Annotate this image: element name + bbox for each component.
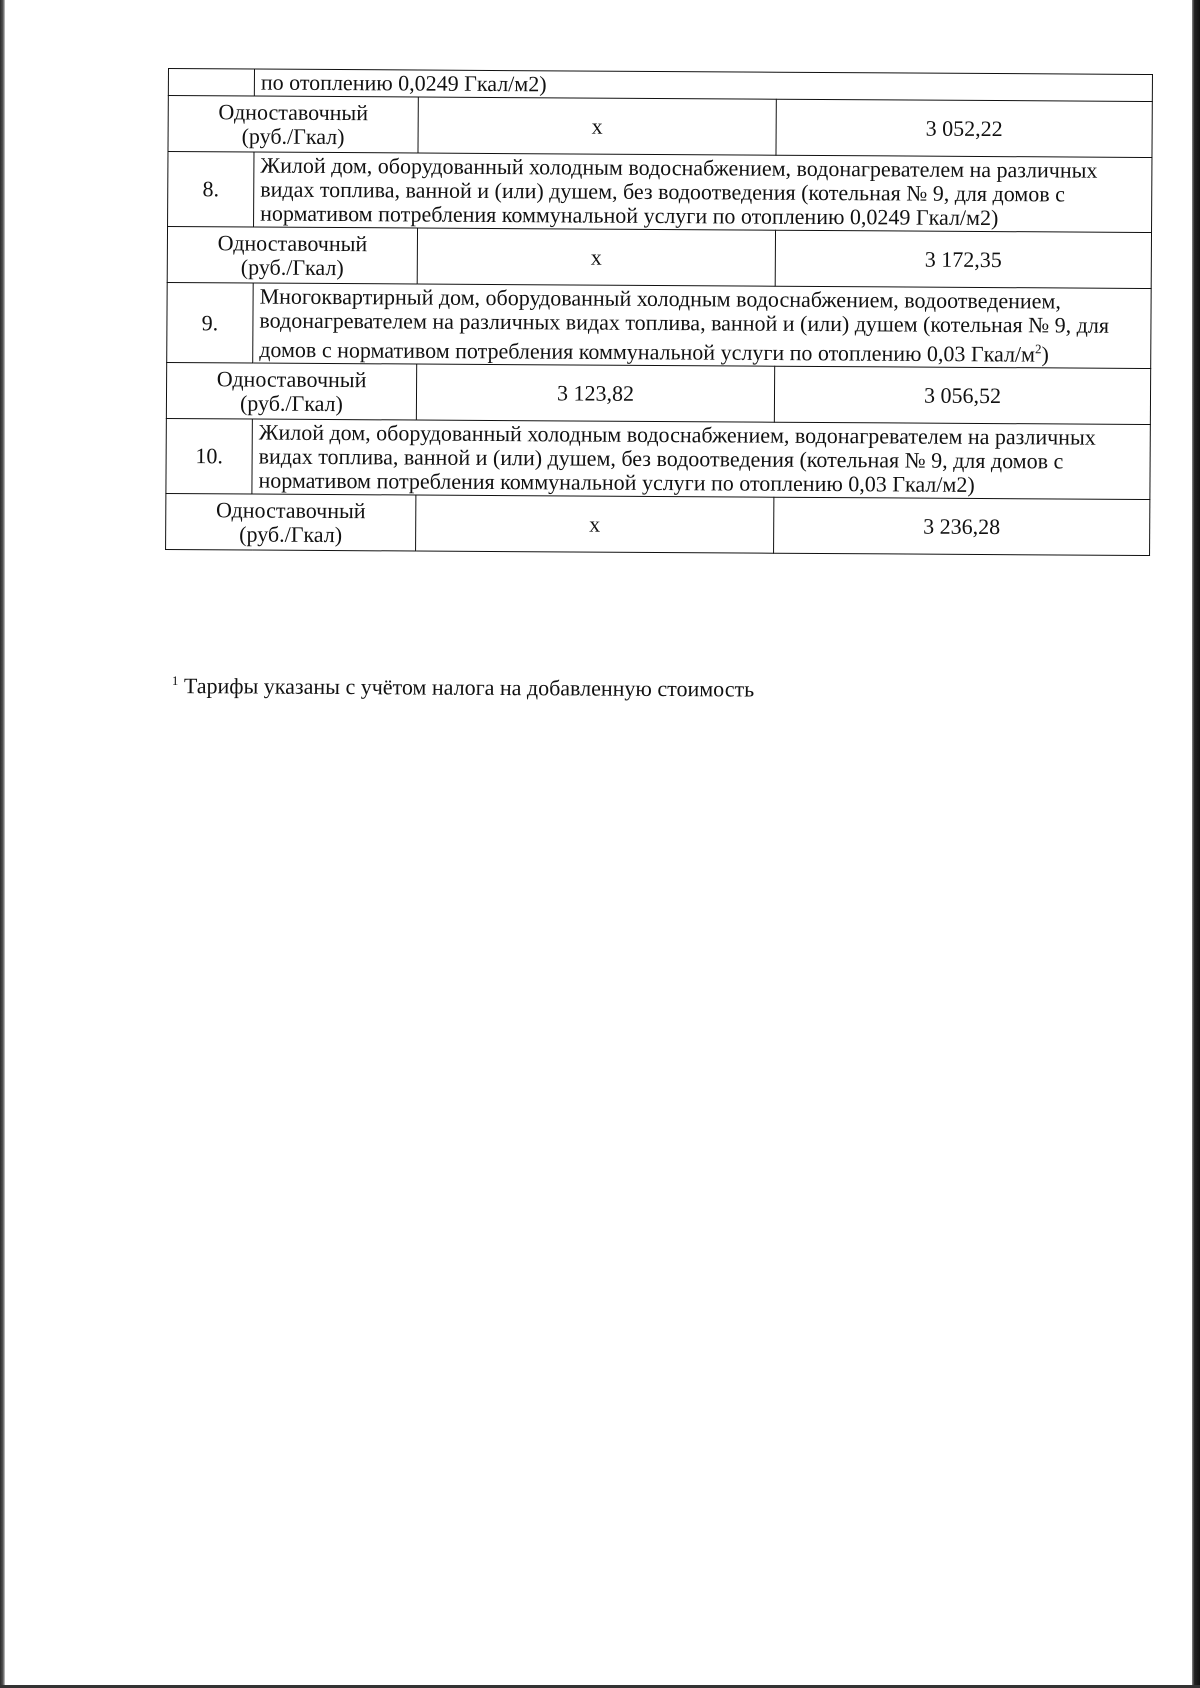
table-row-rate	[166, 363, 1150, 425]
rate-label	[167, 227, 417, 285]
rate-label-line1: Одноставочный	[217, 229, 368, 256]
table-row-10	[166, 419, 1150, 500]
rate-value-1: х	[417, 228, 775, 286]
rate-value-2: 3 052,22	[776, 99, 1152, 157]
row-number	[168, 69, 254, 97]
rate-value-2: 3 056,52	[774, 367, 1150, 425]
row-description	[253, 283, 1151, 369]
rate-label-line2: (руб./Гкал)	[241, 122, 345, 149]
row-number: 8.	[168, 152, 254, 228]
row-description-end: )	[1041, 341, 1049, 367]
table-row-8	[168, 152, 1152, 233]
rate-label-line2: (руб./Гкал)	[239, 390, 343, 416]
rate-label-line1: Одноставочный	[218, 98, 369, 125]
rate-value-1: х	[416, 495, 774, 553]
rate-label-line2: (руб./Гкал)	[240, 253, 344, 280]
rate-value-2: 3 172,35	[775, 230, 1151, 288]
row-description-superscript: 2	[1035, 341, 1042, 357]
rate-label	[166, 494, 416, 552]
tariff-table	[165, 68, 1153, 556]
row-number: 9.	[167, 282, 253, 363]
rate-label-line1: Одноставочный	[215, 497, 366, 524]
rate-label-line1: Одноставочный	[216, 366, 367, 393]
footnote	[172, 668, 754, 703]
scan-edge-right	[1192, 0, 1200, 1688]
row-description-main: Многоквартирный дом, оборудованный холодным водоснабжением, водоотведением, водонагревателем на различных видах топлива, ванной и (или) душем (котельная № 9, для домов с нормативом потребления коммунальной услуги по отоплению 0,03 Гкал/м	[259, 283, 1110, 367]
rate-value-1: х	[418, 97, 776, 155]
row-description: по отоплению 0,0249 Гкал/м2)	[254, 69, 1152, 101]
rate-label	[166, 363, 416, 421]
row-description: Жилой дом, оборудованный холодным водоснабжением, водонагревателем на различных видах топлива, ванной и (или) душем, без водоотведения (котельная № 9, для домов с нормативом потребления коммунальной услуги по отоплению 0,03 Гкал/м2)	[252, 419, 1150, 499]
scan-edge-left	[0, 0, 5, 1688]
rate-value-1: 3 123,82	[416, 364, 774, 422]
table-row-rate	[167, 227, 1151, 289]
table-row-rate	[168, 96, 1152, 158]
rate-label-line2: (руб./Гкал)	[239, 521, 343, 547]
rate-value-2: 3 236,28	[774, 498, 1150, 556]
row-number: 10.	[166, 419, 252, 495]
table-row-rate	[166, 494, 1150, 556]
rate-label	[168, 96, 418, 154]
row-description: Жилой дом, оборудованный холодным водоснабжением, водонагревателем на различных видах топлива, ванной и (или) душем, без водоотведения (котельная № 9, для домов с нормативом потребления коммунальной услуги по отоплению 0,0249 Гкал/м2)	[254, 152, 1152, 232]
footnote-marker: 1	[171, 672, 179, 689]
table-row-9	[167, 282, 1151, 368]
footnote-text: Тарифы указаны с учётом налога на добавленную стоимость	[183, 673, 755, 702]
